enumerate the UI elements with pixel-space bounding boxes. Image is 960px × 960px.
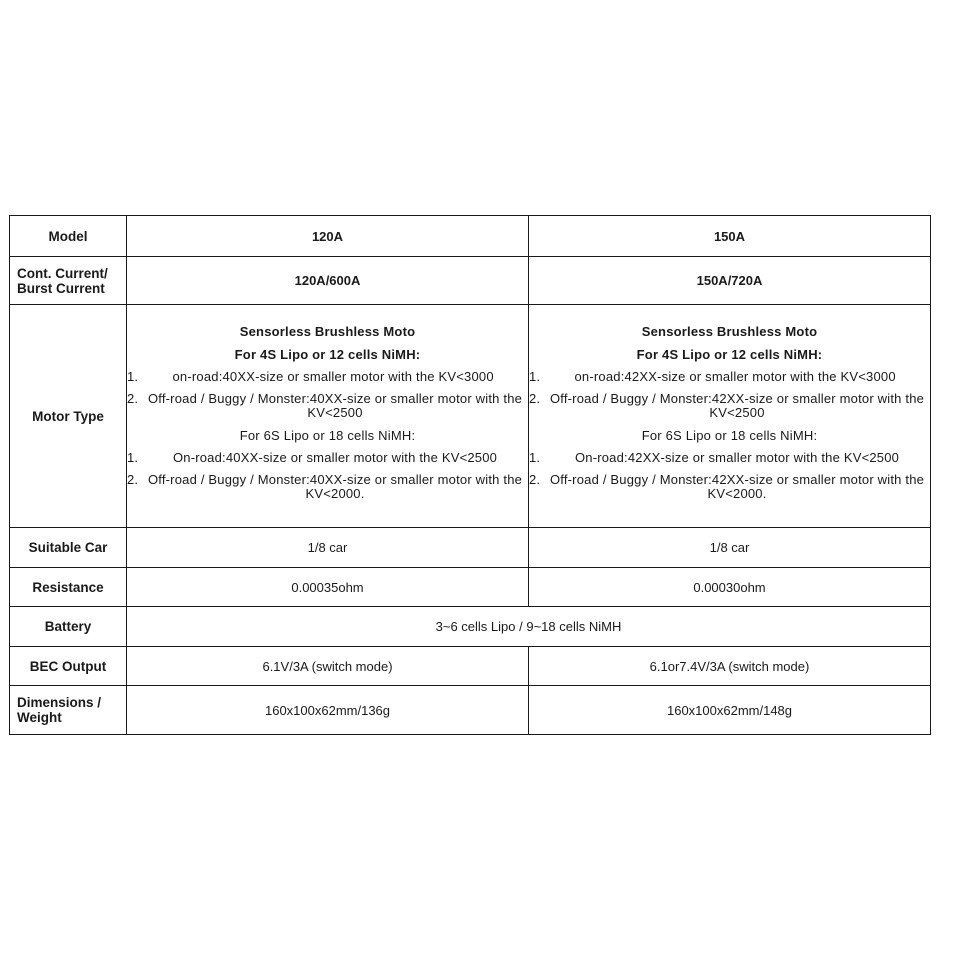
table-row-bec: [10, 647, 931, 686]
list-number: 2.: [529, 471, 545, 487]
motor-150a-cell: [529, 305, 931, 528]
resistance-120a: 0.00035ohm: [127, 568, 529, 607]
bec-150a: 6.1or7.4V/3A (switch mode): [529, 647, 931, 686]
list-text: on-road:42XX-size or smaller motor with the KV<3000: [574, 368, 896, 384]
battery-value: 3~6 cells Lipo / 9~18 cells NiMH: [127, 607, 931, 647]
table-row-resistance: [10, 568, 931, 607]
list-item: [529, 370, 930, 384]
list-item: [529, 392, 930, 420]
table-row-dimensions: [10, 686, 931, 735]
list-text: On-road:42XX-size or smaller motor with the KV<2500: [574, 449, 900, 465]
list-item: [127, 473, 528, 501]
table-row-car: [10, 528, 931, 568]
list-text: on-road:40XX-size or smaller motor with the KV<3000: [172, 368, 494, 384]
current-label-line1: Cont. Current/: [17, 265, 108, 281]
list-item: [127, 370, 528, 384]
motor-title: Sensorless Brushless Moto: [239, 323, 416, 339]
motor-6s-heading: For 6S Lipo or 18 cells NiMH:: [239, 427, 416, 443]
list-text: On-road:40XX-size or smaller motor with the KV<2500: [172, 449, 498, 465]
row-label-resistance: Resistance: [10, 568, 127, 607]
motor-4s-heading: For 4S Lipo or 12 cells NiMH:: [234, 346, 421, 362]
list-item: [127, 392, 528, 420]
list-item: [529, 451, 930, 465]
motor-120a-cell: [127, 305, 529, 528]
list-item: [127, 451, 528, 465]
list-text: Off-road / Buggy / Monster:40XX-size or smaller motor with the KV<2000.: [147, 471, 523, 501]
table-row-model: [10, 216, 931, 257]
list-text: Off-road / Buggy / Monster:40XX-size or smaller motor with the KV<2500: [147, 390, 523, 420]
row-label-dimensions: [10, 686, 127, 735]
dims-150a: 160x100x62mm/148g: [529, 686, 931, 735]
bec-120a: 6.1V/3A (switch mode): [127, 647, 529, 686]
table-row-motor: [10, 305, 931, 528]
dims-label-line1: Dimensions /: [17, 695, 102, 710]
list-number: 2.: [529, 390, 545, 406]
motor-6s-heading: For 6S Lipo or 18 cells NiMH:: [641, 427, 818, 443]
model-120a-header: 120A: [127, 216, 529, 257]
list-text: Off-road / Buggy / Monster:42XX-size or smaller motor with the KV<2500: [549, 390, 925, 420]
row-label-motor: Motor Type: [10, 305, 127, 528]
current-150a: 150A/720A: [529, 257, 931, 305]
current-label-line2: Burst Current: [17, 280, 105, 296]
dims-label-line2: Weight: [17, 710, 62, 725]
resistance-150a: 0.00030ohm: [529, 568, 931, 607]
dims-120a: 160x100x62mm/136g: [127, 686, 529, 735]
motor-4s-heading: For 4S Lipo or 12 cells NiMH:: [636, 346, 823, 362]
row-label-bec: BEC Output: [10, 647, 127, 686]
row-label-battery: Battery: [10, 607, 127, 647]
list-number: 2.: [127, 471, 143, 487]
list-text: Off-road / Buggy / Monster:42XX-size or smaller motor with the KV<2000.: [549, 471, 925, 501]
car-150a: 1/8 car: [529, 528, 931, 568]
list-number: 1.: [529, 449, 545, 465]
model-150a-header: 150A: [529, 216, 931, 257]
list-number: 1.: [529, 368, 541, 384]
row-label-current: [10, 257, 127, 305]
row-label-car: Suitable Car: [10, 528, 127, 568]
table-row-battery: [10, 607, 931, 647]
car-120a: 1/8 car: [127, 528, 529, 568]
list-number: 1.: [127, 368, 139, 384]
current-120a: 120A/600A: [127, 257, 529, 305]
list-number: 2.: [127, 390, 143, 406]
list-number: 1.: [127, 449, 143, 465]
row-label-model: Model: [10, 216, 127, 257]
list-item: [529, 473, 930, 501]
spec-table: [9, 215, 931, 735]
table-row-current: [10, 257, 931, 305]
motor-title: Sensorless Brushless Moto: [641, 323, 818, 339]
